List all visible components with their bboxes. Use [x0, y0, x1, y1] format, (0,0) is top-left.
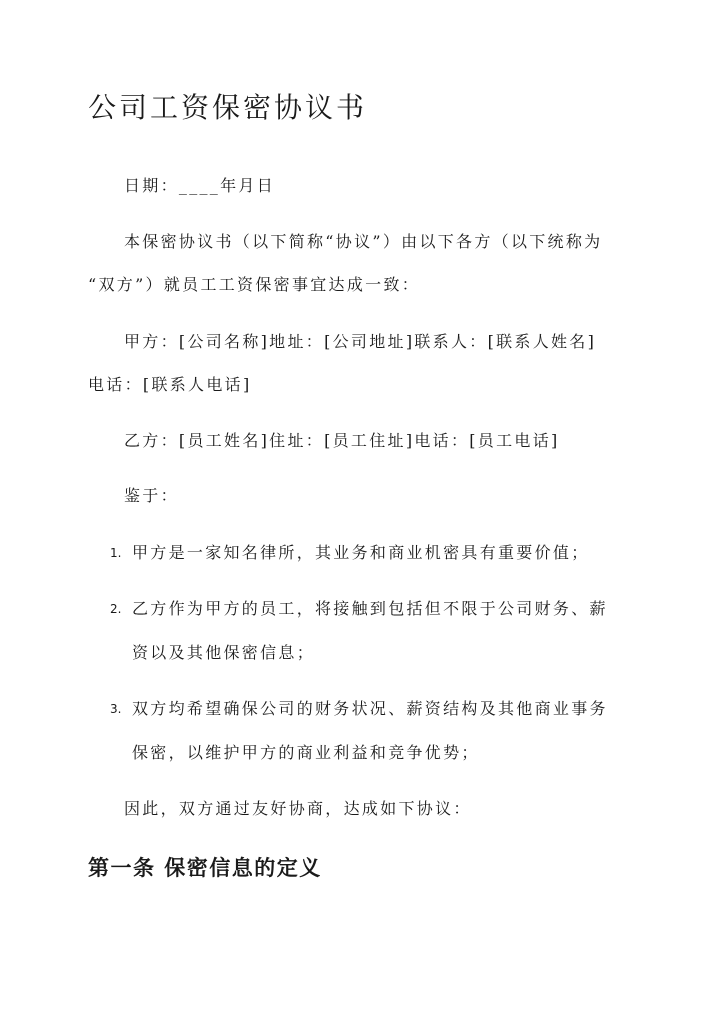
- list-item-3-line-2: 保密，以维护甲方的商业利益和竞争优势；: [132, 743, 480, 762]
- whereas-label: 鉴于：: [124, 486, 179, 505]
- list-item-number: 2.: [110, 602, 122, 616]
- list-item-3-line-1: 双方均希望确保公司的财务状况、薪资结构及其他商业事务: [132, 699, 608, 718]
- list-item-2-line-2: 资以及其他保密信息；: [132, 643, 316, 662]
- conclusion-line: 因此，双方通过友好协商，达成如下协议：: [124, 799, 472, 818]
- intro-line-2: “双方”）就员工工资保密事宜达成一致：: [88, 275, 421, 294]
- date-line: 日期：____年月日: [124, 176, 276, 195]
- party-b-line: 乙方：[员工姓名]住址：[员工住址]电话：[员工电话]: [124, 431, 560, 450]
- intro-line-1: 本保密协议书（以下简称“协议”）由以下各方（以下统称为: [124, 232, 603, 251]
- party-a-line-1: 甲方：[公司名称]地址：[公司地址]联系人：[联系人姓名]: [124, 332, 597, 351]
- document-title: 公司工资保密协议书: [88, 91, 368, 124]
- list-item-number: 1.: [110, 546, 122, 560]
- list-item-2-line-1: 乙方作为甲方的员工，将接触到包括但不限于公司财务、薪: [132, 599, 608, 618]
- list-item-number: 3.: [110, 702, 122, 716]
- section-heading: 第一条 保密信息的定义: [88, 855, 322, 880]
- party-a-line-2: 电话：[联系人电话]: [88, 375, 252, 394]
- list-item-1-line-1: 甲方是一家知名律所，其业务和商业机密具有重要价值；: [132, 543, 590, 562]
